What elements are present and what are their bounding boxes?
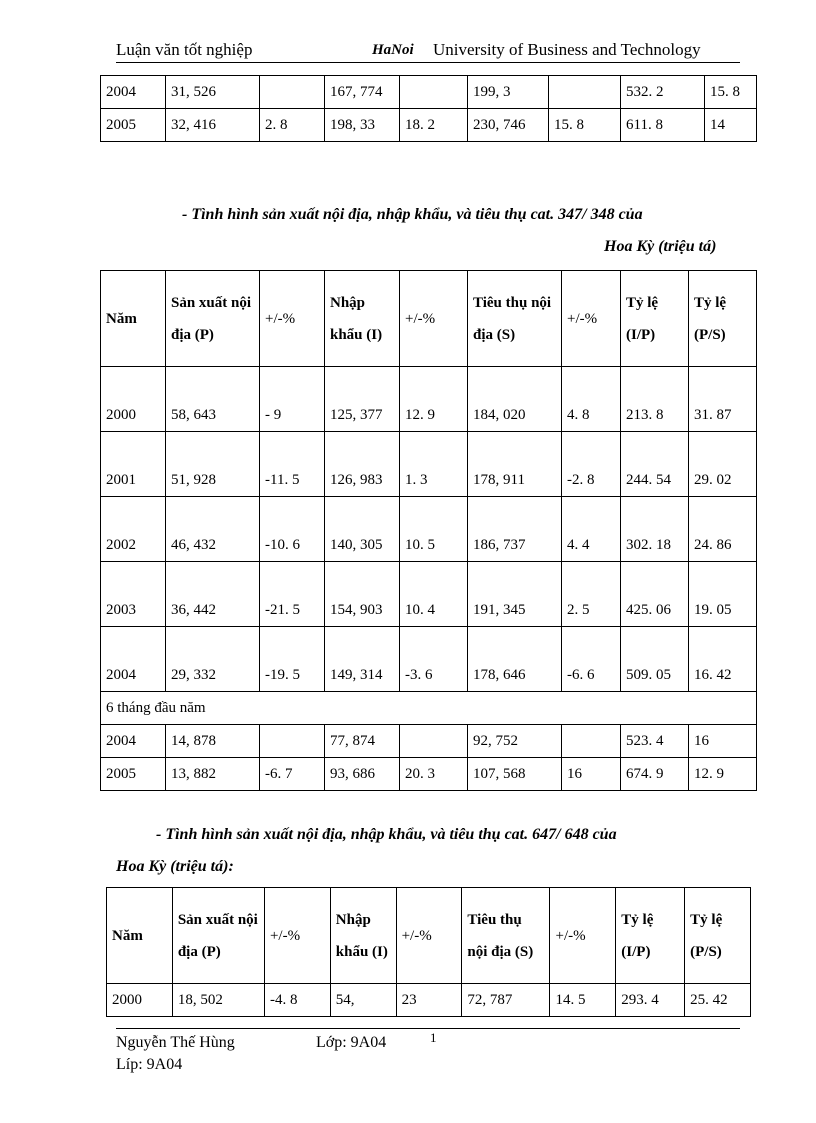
table-cell: 2001 xyxy=(101,432,166,497)
table-cell: 125, 377 xyxy=(325,367,400,432)
table-row xyxy=(101,725,757,758)
table-cell: 23 xyxy=(396,984,462,1017)
table-cell: 2000 xyxy=(101,367,166,432)
table-cell: 213. 8 xyxy=(621,367,689,432)
table-cell: 15. 8 xyxy=(549,109,621,142)
table-cell: 46, 432 xyxy=(166,497,260,562)
header-cell: Tỷ lệ (I/P) xyxy=(621,271,689,367)
table-cell: 107, 568 xyxy=(468,758,562,791)
caption-347-348-line1: - Tình hình sản xuất nội địa, nhập khẩu, và tiêu thụ cat. 347/ 348 của xyxy=(182,206,643,223)
header-cell: Sản xuất nội địa (P) xyxy=(166,271,260,367)
table-cell: 126, 983 xyxy=(325,432,400,497)
table-cell xyxy=(260,725,325,758)
table-cell: 12. 9 xyxy=(689,758,757,791)
table-cell: 51, 928 xyxy=(166,432,260,497)
caption-347-348-line2: Hoa Kỳ (triệu tá) xyxy=(604,238,717,255)
table-cell: 92, 752 xyxy=(468,725,562,758)
table-cell: 20. 3 xyxy=(400,758,468,791)
header-cell: Tỷ lệ (P/S) xyxy=(689,271,757,367)
table-cell: 149, 314 xyxy=(325,627,400,692)
table-cell: 32, 416 xyxy=(166,109,260,142)
table-cell: 18. 2 xyxy=(400,109,468,142)
table-cell: -6. 6 xyxy=(562,627,621,692)
table-cell: 532. 2 xyxy=(621,76,705,109)
table-cell: 191, 345 xyxy=(468,562,562,627)
table-cell xyxy=(260,76,325,109)
table-cell: 509. 05 xyxy=(621,627,689,692)
table-cell: 523. 4 xyxy=(621,725,689,758)
header-cell: +/-% xyxy=(562,271,621,367)
table-cell: 2005 xyxy=(101,758,166,791)
table-cell: 184, 020 xyxy=(468,367,562,432)
table-cell: 16 xyxy=(562,758,621,791)
header-cell: Sản xuất nội địa (P) xyxy=(172,888,264,984)
header-cell: Tiêu thụ nội địa (S) xyxy=(462,888,550,984)
table-cell: 674. 9 xyxy=(621,758,689,791)
footer-class: Lớp: 9A04 xyxy=(316,1034,387,1051)
table-cell: -2. 8 xyxy=(562,432,621,497)
table-cell: 15. 8 xyxy=(705,76,757,109)
table-cell: 16. 42 xyxy=(689,627,757,692)
table-cell: 2004 xyxy=(101,76,166,109)
table-cell: 4. 4 xyxy=(562,497,621,562)
caption-647-648-line1: - Tình hình sản xuất nội địa, nhập khẩu, và tiêu thụ cat. 647/ 648 của xyxy=(156,826,617,843)
table-cell: 140, 305 xyxy=(325,497,400,562)
header-cell: Tỷ lệ (I/P) xyxy=(616,888,685,984)
table-cell: -6. 7 xyxy=(260,758,325,791)
table-cell: 2004 xyxy=(101,725,166,758)
header-cell: +/-% xyxy=(550,888,616,984)
table-cell: 29. 02 xyxy=(689,432,757,497)
table-cell: 10. 4 xyxy=(400,562,468,627)
table-row xyxy=(101,627,757,692)
header-cell: Năm xyxy=(101,271,166,367)
table-cell: 31. 87 xyxy=(689,367,757,432)
table-row xyxy=(101,758,757,791)
table-cell: 29, 332 xyxy=(166,627,260,692)
table-cell: 199, 3 xyxy=(468,76,549,109)
table-cell: 2000 xyxy=(107,984,173,1017)
table-cell: 244. 54 xyxy=(621,432,689,497)
table-cell: 31, 526 xyxy=(166,76,260,109)
table-cell: 36, 442 xyxy=(166,562,260,627)
table-row xyxy=(101,76,757,109)
table-347-348 xyxy=(100,270,757,791)
header-rule xyxy=(116,62,740,63)
table-cell xyxy=(562,725,621,758)
table-header-row xyxy=(107,888,751,984)
header-cell: Nhập khẩu (I) xyxy=(330,888,396,984)
table-cell: 13, 882 xyxy=(166,758,260,791)
table-cell: 302. 18 xyxy=(621,497,689,562)
table-cell: 2003 xyxy=(101,562,166,627)
table-cell: 10. 5 xyxy=(400,497,468,562)
table-continuation xyxy=(100,75,757,142)
table-cell: 12. 9 xyxy=(400,367,468,432)
table-cell: -4. 8 xyxy=(264,984,330,1017)
table-cell xyxy=(549,76,621,109)
table-cell: 2005 xyxy=(101,109,166,142)
footer-rule xyxy=(116,1028,740,1029)
table-cell: 2. 5 xyxy=(562,562,621,627)
table-cell: 72, 787 xyxy=(462,984,550,1017)
table-cell: 425. 06 xyxy=(621,562,689,627)
header-title: Luận văn tốt nghiệp xyxy=(116,40,253,59)
table-cell: 230, 746 xyxy=(468,109,549,142)
table-cell: 18, 502 xyxy=(172,984,264,1017)
table-cell: 167, 774 xyxy=(325,76,400,109)
table-cell: -21. 5 xyxy=(260,562,325,627)
header-cell: +/-% xyxy=(396,888,462,984)
table-row xyxy=(107,984,751,1017)
table-cell: - 9 xyxy=(260,367,325,432)
table-cell: 2002 xyxy=(101,497,166,562)
table-cell: 14 xyxy=(705,109,757,142)
table-cell: 178, 911 xyxy=(468,432,562,497)
table-cell: 14. 5 xyxy=(550,984,616,1017)
header-university: University of Business and Technology xyxy=(433,40,701,59)
table-cell: 58, 643 xyxy=(166,367,260,432)
table-row xyxy=(101,562,757,627)
table-cell: 93, 686 xyxy=(325,758,400,791)
table-cell xyxy=(400,76,468,109)
footer-page-number: 1 xyxy=(430,1030,437,1045)
footer-class-2: Líp: 9A04 xyxy=(116,1056,183,1073)
table-cell: -10. 6 xyxy=(260,497,325,562)
table-cell: 178, 646 xyxy=(468,627,562,692)
table-subheading-row xyxy=(101,692,757,725)
table-row xyxy=(101,109,757,142)
header-cell: +/-% xyxy=(260,271,325,367)
table-cell: 19. 05 xyxy=(689,562,757,627)
table-cell: 198, 33 xyxy=(325,109,400,142)
table-cell: 293. 4 xyxy=(616,984,685,1017)
table-cell: -3. 6 xyxy=(400,627,468,692)
table-row xyxy=(101,367,757,432)
footer-author: Nguyễn Thế Hùng xyxy=(116,1034,235,1051)
table-cell: -11. 5 xyxy=(260,432,325,497)
header-cell: Nhập khẩu (I) xyxy=(325,271,400,367)
table-cell: 1. 3 xyxy=(400,432,468,497)
header-cell: Năm xyxy=(107,888,173,984)
table-cell: 2. 8 xyxy=(260,109,325,142)
header-hanoi-logo: HaNoi xyxy=(372,42,414,58)
table-cell: 24. 86 xyxy=(689,497,757,562)
table-647-648 xyxy=(106,887,751,1017)
caption-647-648-line2: Hoa Kỳ (triệu tá): xyxy=(116,858,234,875)
table-cell: 54, xyxy=(330,984,396,1017)
table-cell: 611. 8 xyxy=(621,109,705,142)
header-cell: +/-% xyxy=(264,888,330,984)
table-cell: 186, 737 xyxy=(468,497,562,562)
subheading-cell: 6 tháng đầu năm xyxy=(101,692,757,725)
table-cell: -19. 5 xyxy=(260,627,325,692)
header-cell: +/-% xyxy=(400,271,468,367)
header-cell: Tiêu thụ nội địa (S) xyxy=(468,271,562,367)
table-cell: 77, 874 xyxy=(325,725,400,758)
table-cell: 154, 903 xyxy=(325,562,400,627)
table-cell: 2004 xyxy=(101,627,166,692)
table-cell: 4. 8 xyxy=(562,367,621,432)
header-cell: Tỷ lệ (P/S) xyxy=(685,888,751,984)
table-cell: 16 xyxy=(689,725,757,758)
table-cell: 14, 878 xyxy=(166,725,260,758)
table-cell: 25. 42 xyxy=(685,984,751,1017)
table-cell xyxy=(400,725,468,758)
table-row xyxy=(101,432,757,497)
table-row xyxy=(101,497,757,562)
table-header-row xyxy=(101,271,757,367)
